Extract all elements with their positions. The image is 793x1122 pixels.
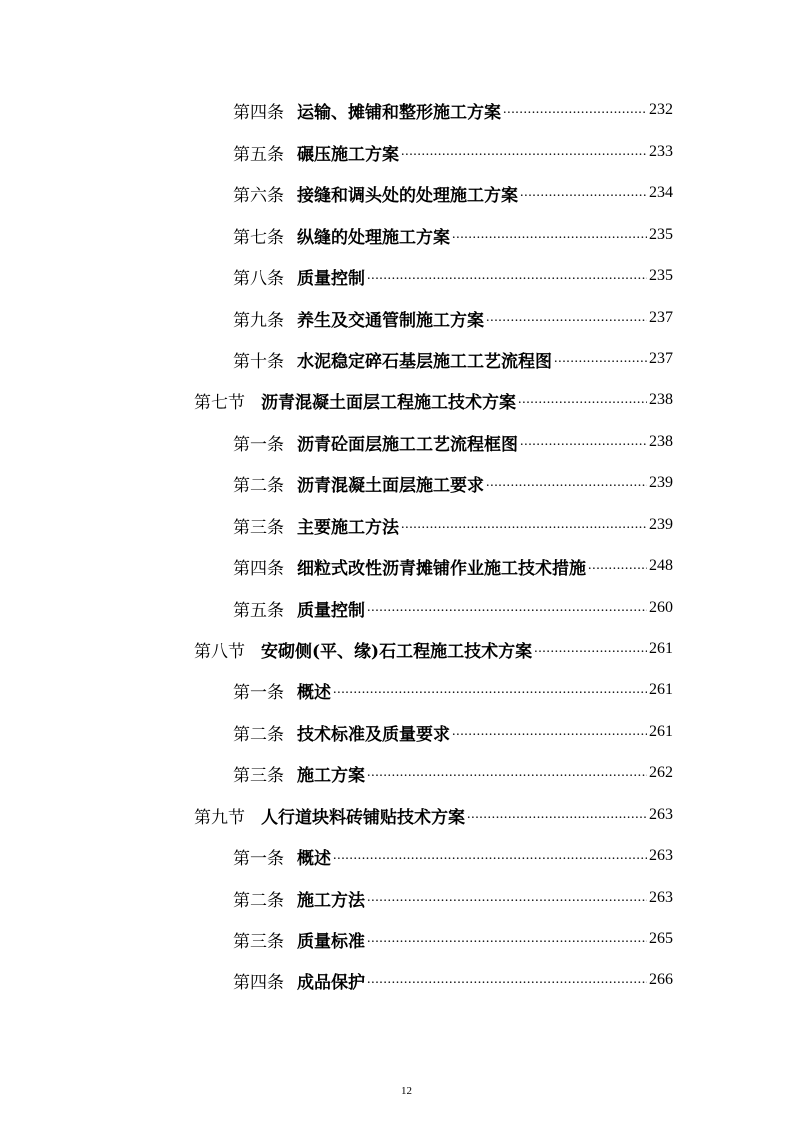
dot-leader (367, 766, 647, 787)
toc-entry-number: 第一条 (233, 682, 284, 703)
toc-entry[interactable] (194, 801, 673, 829)
toc-entry-title: 沥青砼面层施工工艺流程框图 (297, 434, 518, 455)
toc-entry-page: 261 (649, 723, 673, 740)
toc-entry-number: 第四条 (233, 972, 284, 993)
toc-entry-page: 237 (649, 309, 673, 326)
toc-entry[interactable] (233, 511, 673, 539)
dot-leader (486, 311, 647, 332)
toc-entry-page: 237 (649, 350, 673, 367)
dot-leader (367, 601, 647, 622)
toc-entry-page: 263 (649, 847, 673, 864)
toc-entry-number: 第二条 (233, 724, 284, 745)
toc-entry-title: 水泥稳定碎石基层施工工艺流程图 (297, 351, 552, 372)
page-number: 12 (401, 1085, 412, 1097)
dot-leader (452, 228, 647, 249)
toc-entry[interactable] (233, 842, 673, 870)
toc-entry-page: 263 (649, 889, 673, 906)
toc-entry-title: 碾压施工方案 (297, 144, 399, 165)
toc-entry-page: 261 (649, 640, 673, 657)
toc-entry-title: 细粒式改性沥青摊铺作业施工技术措施 (297, 558, 586, 579)
toc-entry-title: 施工方法 (297, 890, 365, 911)
toc-entry-title: 概述 (297, 848, 331, 869)
dot-leader (554, 352, 647, 373)
dot-leader (588, 559, 647, 580)
toc-entry-title: 概述 (297, 682, 331, 703)
dot-leader (333, 849, 647, 870)
toc-entry-number: 第九节 (194, 807, 245, 828)
toc-entry-number: 第八节 (194, 641, 245, 662)
toc-entry[interactable] (233, 884, 673, 912)
toc-entry[interactable] (233, 262, 673, 290)
toc-entry[interactable] (233, 718, 673, 746)
toc-entry[interactable] (194, 386, 673, 414)
toc-entry[interactable] (233, 594, 673, 622)
toc-entry-page: 260 (649, 599, 673, 616)
toc-entry[interactable] (233, 676, 673, 704)
dot-leader (503, 103, 647, 124)
toc-entry[interactable] (233, 552, 673, 580)
toc-entry-title: 养生及交通管制施工方案 (297, 310, 484, 331)
toc-entry[interactable] (233, 966, 673, 994)
toc-entry-number: 第二条 (233, 890, 284, 911)
toc-entry[interactable] (233, 925, 673, 953)
dot-leader (367, 269, 647, 290)
toc-entry[interactable] (233, 469, 673, 497)
toc-entry-title: 质量控制 (297, 268, 365, 289)
toc-entry[interactable] (233, 304, 673, 332)
toc-entry-page: 248 (649, 557, 673, 574)
toc-entry-page: 235 (649, 226, 673, 243)
dot-leader (534, 642, 647, 663)
toc-entry-number: 第三条 (233, 517, 284, 538)
toc-entry-page: 235 (649, 267, 673, 284)
toc-entry-number: 第三条 (233, 931, 284, 952)
dot-leader (401, 145, 647, 166)
dot-leader (520, 186, 647, 207)
toc-entry-number: 第五条 (233, 144, 284, 165)
toc-entry-page: 233 (649, 143, 673, 160)
toc-entry-title: 质量控制 (297, 600, 365, 621)
dot-leader (486, 476, 647, 497)
toc-entry-page: 266 (649, 971, 673, 988)
toc-entry-title: 人行道块料砖铺贴技术方案 (261, 807, 465, 828)
toc-entry-page: 232 (649, 101, 673, 118)
toc-entry-title: 纵缝的处理施工方案 (297, 227, 450, 248)
dot-leader (467, 808, 647, 829)
toc-entry[interactable] (233, 179, 673, 207)
toc-entry-page: 238 (649, 391, 673, 408)
toc-entry-number: 第九条 (233, 310, 284, 331)
toc-entry-title: 施工方案 (297, 765, 365, 786)
toc-entry[interactable] (233, 221, 673, 249)
dot-leader (518, 393, 647, 414)
toc-entry[interactable] (233, 759, 673, 787)
toc-entry-page: 239 (649, 474, 673, 491)
toc-entry[interactable] (233, 96, 673, 124)
toc-entry-page: 261 (649, 681, 673, 698)
toc-entry[interactable] (194, 635, 673, 663)
toc-entry[interactable] (233, 138, 673, 166)
dot-leader (452, 725, 647, 746)
toc-entry-number: 第四条 (233, 558, 284, 579)
toc-entry-page: 265 (649, 930, 673, 947)
toc-entry-number: 第四条 (233, 102, 284, 123)
toc-entry-title: 接缝和调头处的处理施工方案 (297, 185, 518, 206)
toc-entry-number: 第一条 (233, 434, 284, 455)
toc-entry-title: 质量标准 (297, 931, 365, 952)
toc-entry-title: 运输、摊铺和整形施工方案 (297, 102, 501, 123)
toc-entry-page: 234 (649, 184, 673, 201)
toc-entry-number: 第二条 (233, 475, 284, 496)
dot-leader (333, 683, 647, 704)
toc-entry-page: 239 (649, 516, 673, 533)
toc-entry-page: 263 (649, 806, 673, 823)
dot-leader (401, 518, 647, 539)
toc-entry-number: 第一条 (233, 848, 284, 869)
toc-entry-page: 238 (649, 433, 673, 450)
toc-entry-number: 第七节 (194, 392, 245, 413)
dot-leader (367, 973, 647, 994)
toc-entry-title: 主要施工方法 (297, 517, 399, 538)
toc-entry[interactable] (233, 345, 673, 373)
toc-entry-number: 第五条 (233, 600, 284, 621)
dot-leader (520, 435, 647, 456)
dot-leader (367, 891, 647, 912)
toc-entry-title: 沥青混凝土面层施工要求 (297, 475, 484, 496)
toc-entry-number: 第三条 (233, 765, 284, 786)
toc-entry-title: 安砌侧(平、缘)石工程施工技术方案 (261, 641, 533, 662)
toc-entry-title: 成品保护 (297, 972, 365, 993)
toc-entry-number: 第六条 (233, 185, 284, 206)
dot-leader (367, 932, 647, 953)
toc-entry-number: 第八条 (233, 268, 284, 289)
toc-entry-page: 262 (649, 764, 673, 781)
toc-entry-title: 技术标准及质量要求 (297, 724, 450, 745)
toc-entry-title: 沥青混凝土面层工程施工技术方案 (261, 392, 516, 413)
toc-entry-number: 第十条 (233, 351, 284, 372)
toc-entry[interactable] (233, 428, 673, 456)
toc-entry-number: 第七条 (233, 227, 284, 248)
